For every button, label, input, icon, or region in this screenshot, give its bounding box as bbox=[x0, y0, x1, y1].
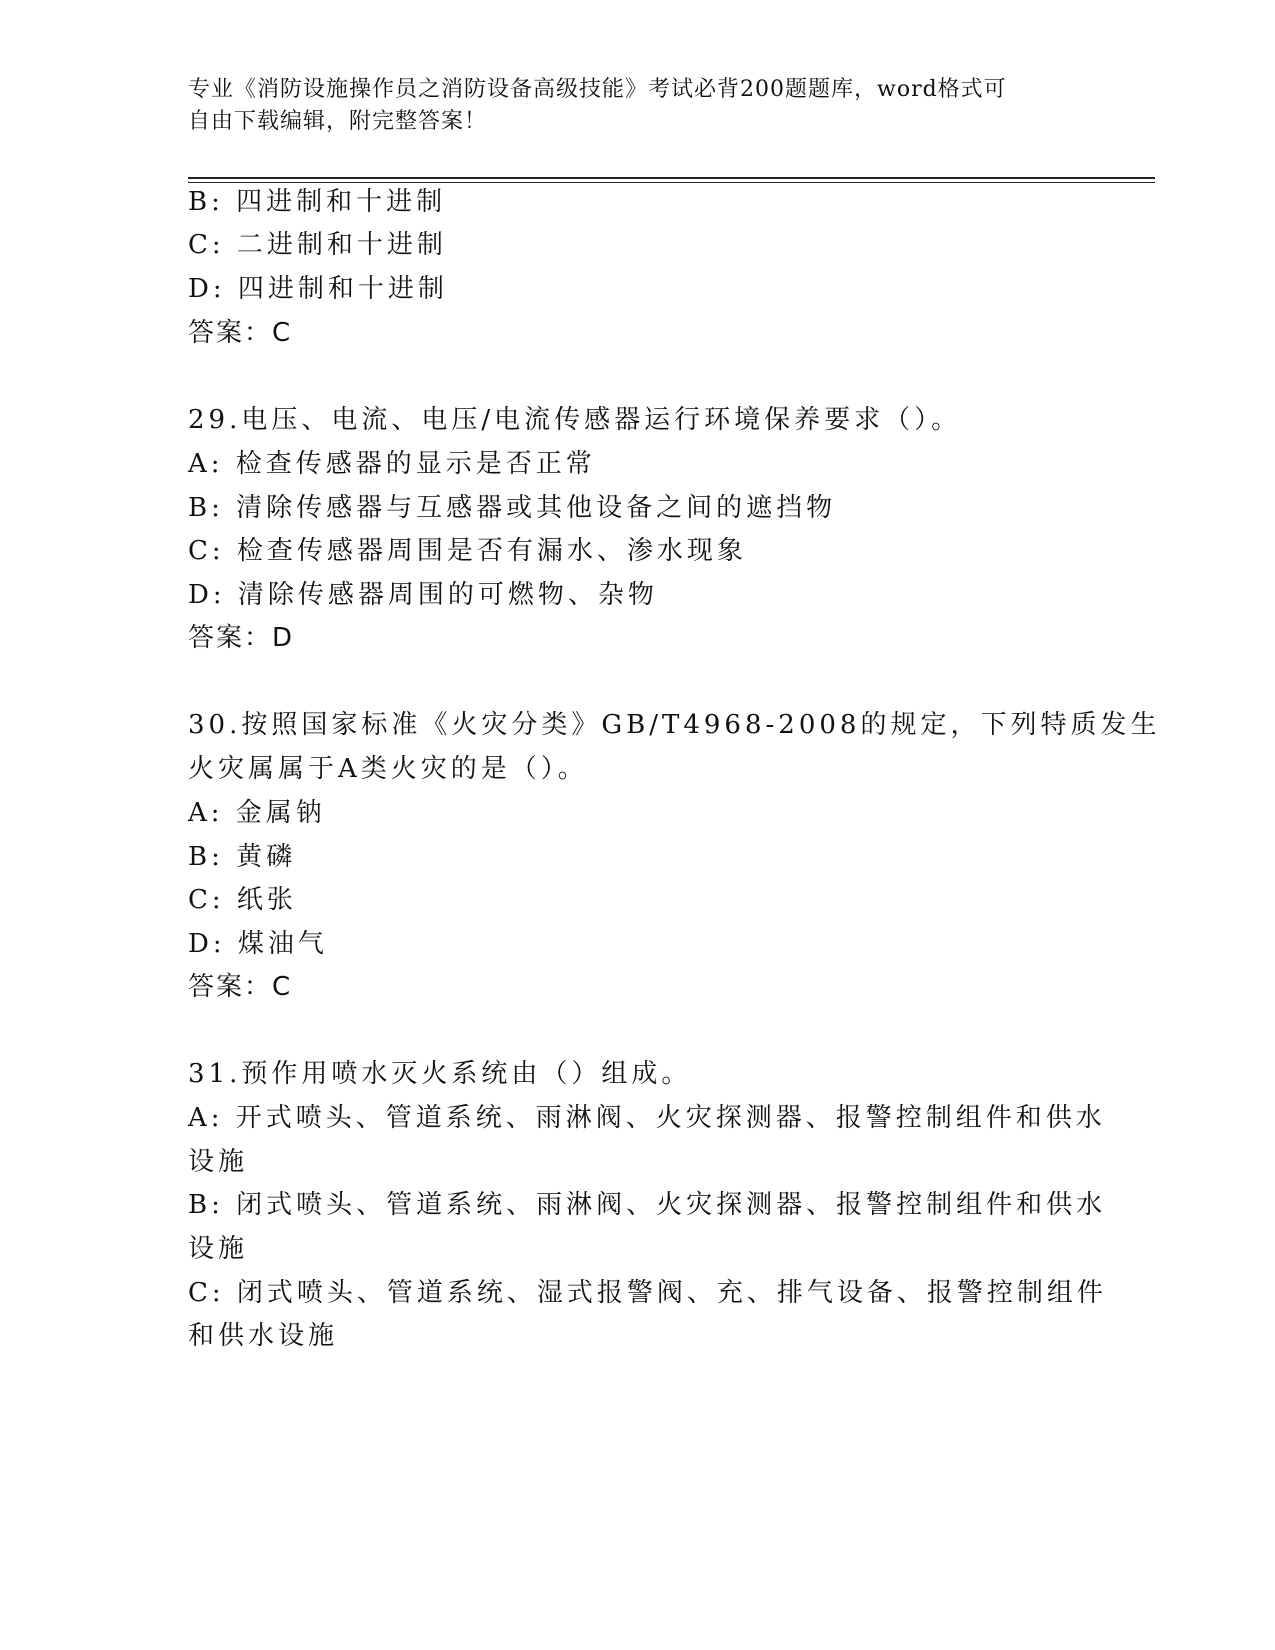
q29-question: 29.电压、电流、电压/电流传感器运行环境保养要求（）。 bbox=[188, 405, 962, 435]
q29-option-d: D: 清除传感器周围的可燃物、杂物 bbox=[188, 580, 658, 610]
q31-option-b-line-1: B: 闭式喷头、管道系统、雨淋阀、火灾探测器、报警控制组件和供水 bbox=[188, 1190, 1107, 1220]
q31-option-b-line-2: 设施 bbox=[188, 1234, 249, 1264]
q30-option-c: C: 纸张 bbox=[188, 885, 297, 915]
q31-option-a-line-2: 设施 bbox=[188, 1147, 249, 1177]
q31-question: 31.预作用喷水灭火系统由（）组成。 bbox=[188, 1059, 692, 1089]
q28-answer: 答案：C bbox=[188, 318, 293, 348]
q29-option-b: B: 清除传感器与互感器或其他设备之间的遮挡物 bbox=[188, 493, 837, 523]
q30-option-b: B: 黄磷 bbox=[188, 842, 297, 872]
q30-option-a: A: 金属钠 bbox=[188, 798, 326, 828]
header-divider bbox=[188, 177, 1155, 183]
page-header bbox=[188, 74, 1068, 138]
q30-answer: 答案：C bbox=[188, 972, 293, 1002]
q29-answer: 答案：D bbox=[188, 623, 295, 653]
q31-option-c-line-1: C: 闭式喷头、管道系统、湿式报警阀、充、排气设备、报警控制组件 bbox=[188, 1278, 1107, 1308]
q28-option-c: C: 二进制和十进制 bbox=[188, 230, 447, 260]
q30-question-line-2: 火灾属属于A类火灾的是（）。 bbox=[188, 754, 588, 784]
header-line-1: 专业《消防设施操作员之消防设备高级技能》考试必背200题题库，word格式可 bbox=[188, 77, 1007, 102]
q31-option-c-line-2: 和供水设施 bbox=[188, 1321, 339, 1351]
q29-option-c: C: 检查传感器周围是否有漏水、渗水现象 bbox=[188, 536, 747, 566]
q28-option-b: B: 四进制和十进制 bbox=[188, 187, 447, 217]
header-line-2: 自由下载编辑，附完整答案！ bbox=[188, 109, 488, 134]
q28-option-d: D: 四进制和十进制 bbox=[188, 274, 448, 304]
q30-option-d: D: 煤油气 bbox=[188, 929, 328, 959]
q30-question-line-1: 30.按照国家标准《火灾分类》GB/T4968-2008的规定，下列特质发生 bbox=[188, 710, 1161, 740]
q31-option-a-line-1: A: 开式喷头、管道系统、雨淋阀、火灾探测器、报警控制组件和供水 bbox=[188, 1103, 1106, 1133]
q29-option-a: A: 检查传感器的显示是否正常 bbox=[188, 449, 596, 479]
